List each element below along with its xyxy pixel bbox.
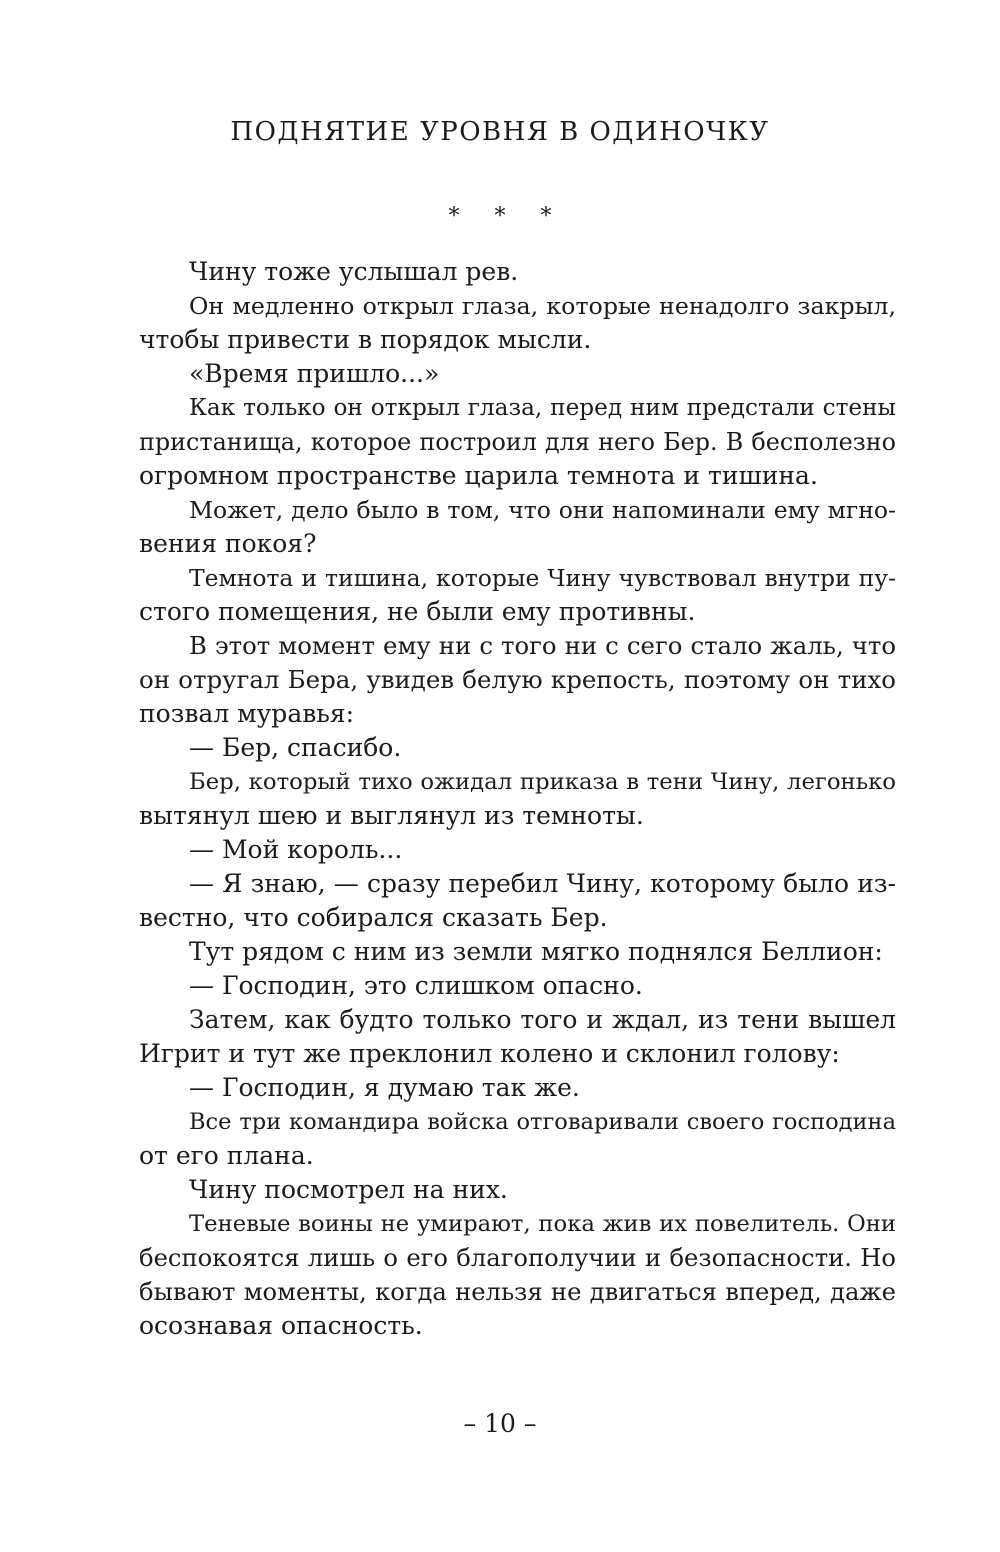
body-text	[139, 255, 896, 1343]
text-line: Тут рядом с ним из земли мягко поднялся Беллион:	[189, 937, 883, 966]
text-line: — Господин, это слишком опасно.	[189, 971, 643, 1000]
text-line: — Бер, спасибо.	[189, 733, 402, 762]
text-line: он отругал Бера, увидев белую крепость, поэтому он тихо	[139, 665, 896, 694]
text-line: Может, дело было в том, что они напоминали ему мгно-	[189, 496, 896, 524]
text-line: Он медленно открыл глаза, которые ненадолго закрыл,	[189, 292, 896, 320]
text-line: беспокоятся лишь о его благополучии и безопасности. Но	[139, 1243, 896, 1272]
text-line: — Господин, я думаю так же.	[189, 1073, 580, 1102]
page-number: – 10 –	[463, 1409, 537, 1438]
text-line: осознавая опасность.	[139, 1311, 423, 1340]
text-line: вестно, что собирался сказать Бер.	[139, 903, 608, 932]
text-line: — Я знаю, — сразу перебил Чину, которому было из-	[189, 869, 896, 898]
text-line: «Время пришло...»	[189, 359, 440, 388]
text-line: пристанища, которое построил для него Бер. В бесполезно	[139, 428, 896, 456]
text-line: чтобы привести в порядок мысли.	[139, 325, 592, 354]
text-line: В этот момент ему ни с того ни с сего стало жаль, что	[189, 631, 896, 660]
text-line: огромном пространстве царила темнота и тишина.	[139, 461, 818, 490]
running-head: ПОДНЯТИЕ УРОВНЯ В ОДИНОЧКУ	[230, 117, 770, 147]
text-line: Игрит и тут же преклонил колено и склонил голову:	[139, 1039, 840, 1068]
text-line: стого помещения, не были ему противны.	[139, 597, 696, 626]
text-line: вения покоя?	[139, 529, 317, 558]
text-line: Бер, который тихо ожидал приказа в тени Чину, легонько	[189, 769, 896, 795]
section-separator: * * *	[448, 204, 566, 229]
text-line: Теневые воины не умирают, пока жив их повелитель. Они	[189, 1211, 896, 1237]
text-line: — Мой король...	[189, 835, 403, 864]
text-line: от его плана.	[139, 1141, 314, 1170]
text-line: Темнота и тишина, которые Чину чувствовал внутри пу-	[189, 564, 896, 592]
text-line: Затем, как будто только того и ждал, из тени вышел	[189, 1005, 896, 1034]
text-line: Чину посмотрел на них.	[189, 1175, 508, 1204]
text-line: позвал муравья:	[139, 699, 355, 728]
text-line: вытянул шею и выглянул из темноты.	[139, 801, 644, 830]
text-line: Как только он открыл глаза, перед ним предстали стены	[189, 394, 896, 421]
text-line: Чину тоже услышал рев.	[189, 257, 519, 286]
text-line: Все три командира войска отговаривали своего господина	[189, 1109, 896, 1135]
text-line: бывают моменты, когда нельзя не двигаться вперед, даже	[139, 1278, 896, 1306]
